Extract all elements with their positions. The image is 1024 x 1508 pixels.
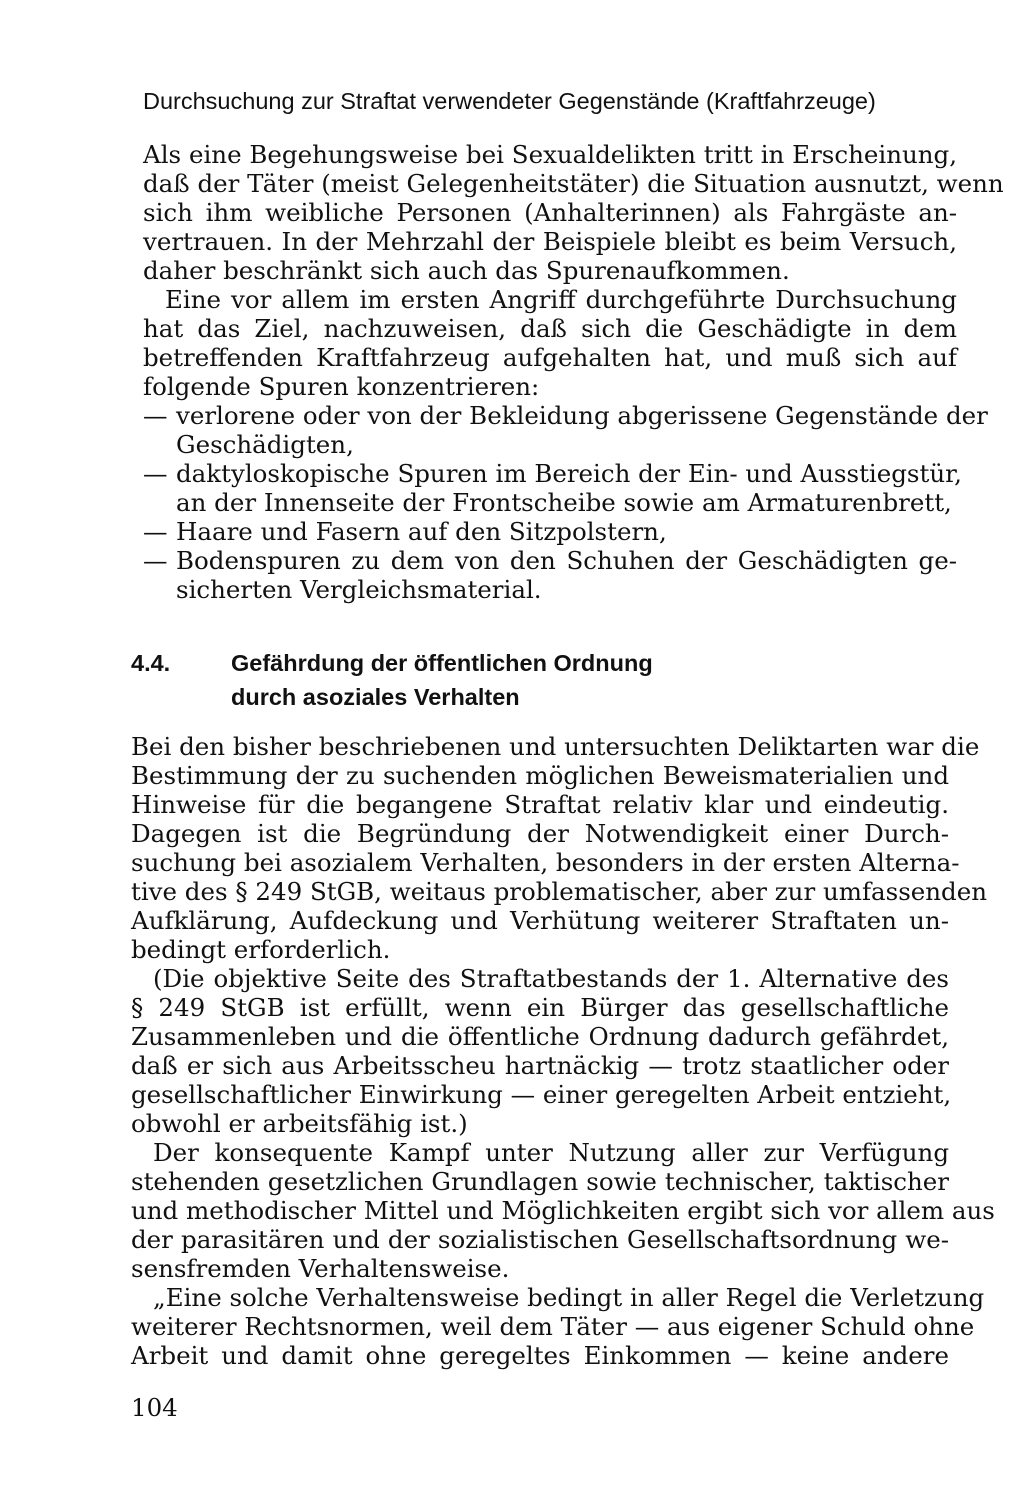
text-line: Zusammenleben und die öffentliche Ordnung dadurch gefährdet, — [131, 1022, 949, 1051]
text-line: Arbeit und damit ohne geregeltes Einkommen — keine andere — [131, 1341, 949, 1370]
list-item-continuation: Geschädigten, — [176, 430, 354, 459]
text-line: sich ihm weibliche Personen (Anhalterinnen) als Fahrgäste an- — [143, 198, 957, 227]
list-item — [143, 401, 988, 430]
text-line: Dagegen ist die Begründung der Notwendigkeit einer Durch- — [131, 819, 949, 848]
text-line: stehenden gesetzlichen Grundlagen sowie technischer, taktischer — [131, 1167, 949, 1196]
list-item-text: daktyloskopische Spuren im Bereich der Ein- und Ausstiegstür, — [176, 459, 962, 488]
text-line: Bestimmung der zu suchenden möglichen Beweismaterialien und — [131, 761, 949, 790]
text-line: „Eine solche Verhaltensweise bedingt in aller Regel die Verletzung — [153, 1283, 985, 1312]
text-line: betreffenden Kraftfahrzeug aufgehalten hat, und muß sich auf — [143, 343, 957, 372]
text-line: und methodischer Mittel und Möglichkeiten ergibt sich vor allem aus — [131, 1196, 995, 1225]
text-line: daß er sich aus Arbeitsscheu hartnäckig — trotz staatlicher oder — [131, 1051, 949, 1080]
text-line: (Die objektive Seite des Straftatbestands der 1. Alternative des — [153, 964, 949, 993]
list-item-continuation: an der Innenseite der Frontscheibe sowie am Armaturenbrett, — [176, 488, 952, 517]
paragraph — [131, 732, 988, 964]
list-item — [143, 459, 962, 488]
paragraph — [131, 1138, 995, 1283]
section-number: 4.4. — [131, 650, 171, 676]
section-title-line: Gefährdung der öffentlichen Ordnung — [231, 650, 653, 676]
list-item — [143, 517, 957, 546]
list-item-text: verlorene oder von der Bekleidung abgerissene Gegenstände der — [176, 401, 988, 430]
text-line: folgende Spuren konzentrieren: — [143, 372, 540, 401]
text-line: obwohl er arbeitsfähig ist.) — [131, 1109, 468, 1138]
section-heading — [131, 646, 831, 714]
text-line: suchung bei asozialem Verhalten, besonders in der ersten Alterna- — [131, 848, 960, 877]
text-line: tive des § 249 StGB, weitaus problematischer, aber zur umfassenden — [131, 877, 988, 906]
page-number: 104 — [131, 1393, 178, 1422]
text-line: Der konsequente Kampf unter Nutzung aller zur Verfügung — [153, 1138, 949, 1167]
section-title-line: durch asoziales Verhalten — [231, 684, 520, 710]
paragraph — [143, 140, 1004, 285]
text-line: daher beschränkt sich auch das Spurenaufkommen. — [143, 256, 790, 285]
running-head: Durchsuchung zur Straftat verwendeter Gegenstände (Kraftfahrzeuge) — [143, 88, 876, 114]
text-line: Eine vor allem im ersten Angriff durchgeführte Durchsuchung — [165, 285, 957, 314]
dash-marker: — — [143, 546, 168, 575]
dash-marker: — — [143, 459, 168, 488]
list-item-text: Bodenspuren zu dem von den Schuhen der Geschädigten ge- — [176, 546, 957, 575]
text-line: gesellschaftlicher Einwirkung — einer geregelten Arbeit entzieht, — [131, 1080, 952, 1109]
text-line: bedingt erforderlich. — [131, 935, 391, 964]
text-line: vertrauen. In der Mehrzahl der Beispiele bleibt es beim Versuch, — [143, 227, 957, 256]
list-item-text: Haare und Fasern auf den Sitzpolstern, — [176, 517, 667, 546]
text-line: Aufklärung, Aufdeckung und Verhütung weiterer Straftaten un- — [131, 906, 949, 935]
dash-marker: — — [143, 517, 168, 546]
text-line: daß der Täter (meist Gelegenheitstäter) die Situation ausnutzt, wenn — [143, 169, 1004, 198]
list-item — [143, 546, 957, 575]
text-line: § 249 StGB ist erfüllt, wenn ein Bürger das gesellschaftliche — [131, 993, 949, 1022]
text-line: weiterer Rechtsnormen, weil dem Täter — aus eigener Schuld ohne — [131, 1312, 975, 1341]
paragraph — [143, 285, 957, 401]
text-line: Hinweise für die begangene Straftat relativ klar und eindeutig. — [131, 790, 949, 819]
text-line: Bei den bisher beschriebenen und untersuchten Deliktarten war die — [131, 732, 980, 761]
dash-marker: — — [143, 401, 168, 430]
top-text-block — [143, 140, 1004, 604]
trace-list — [143, 401, 988, 604]
text-line: der parasitären und der sozialistischen Gesellschaftsordnung we- — [131, 1225, 949, 1254]
text-line: sensfremden Verhaltensweise. — [131, 1254, 510, 1283]
paragraph — [131, 964, 952, 1138]
text-line: Als eine Begehungsweise bei Sexualdelikten tritt in Erscheinung, — [143, 140, 957, 169]
section-body — [131, 732, 995, 1370]
text-line: hat das Ziel, nachzuweisen, daß sich die Geschädigte in dem — [143, 314, 957, 343]
list-item-continuation: sicherten Vergleichsmaterial. — [176, 575, 542, 604]
paragraph — [131, 1283, 985, 1370]
